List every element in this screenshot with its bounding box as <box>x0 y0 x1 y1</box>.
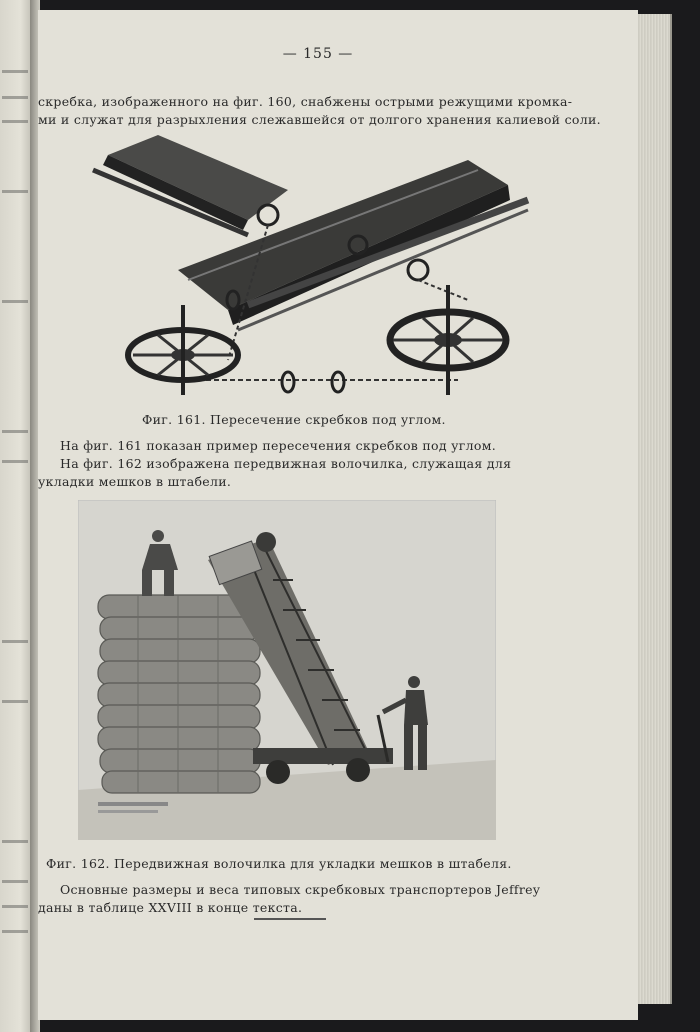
figure-162-caption: Фиг. 162. Передвижная волочилка для укладки мешков в штабеля. <box>46 856 512 871</box>
text-line: скребка, изображенного на фиг. 160, снабжены острыми режущими кромка- <box>38 94 573 109</box>
figure-162-bag-stacker-photo <box>78 500 496 840</box>
text-line: ми и служат для разрыхления слежавшейся от долгого хранения калиевой соли. <box>38 112 601 127</box>
left-page-edge <box>0 0 34 1032</box>
book-page <box>38 10 638 1020</box>
figure-161-scraper-intersection <box>88 130 548 410</box>
page-edges <box>636 14 672 1004</box>
text-line: На фиг. 162 изображена передвижная волочилка, служащая для <box>60 456 512 471</box>
text-line: укладки мешков в штабели. <box>38 474 232 489</box>
figure-161-caption: Фиг. 161. Пересечение скребков под углом. <box>142 412 446 427</box>
text-line: даны в таблице XXVIII в конце текста. <box>38 900 303 915</box>
page-number: — 155 — <box>282 46 354 62</box>
text-line: Основные размеры и веса типовых скребковых транспортеров Jeffrey <box>60 882 541 897</box>
text-line: На фиг. 161 показан пример пересечения скребков под углом. <box>60 438 497 453</box>
section-divider <box>254 918 326 920</box>
